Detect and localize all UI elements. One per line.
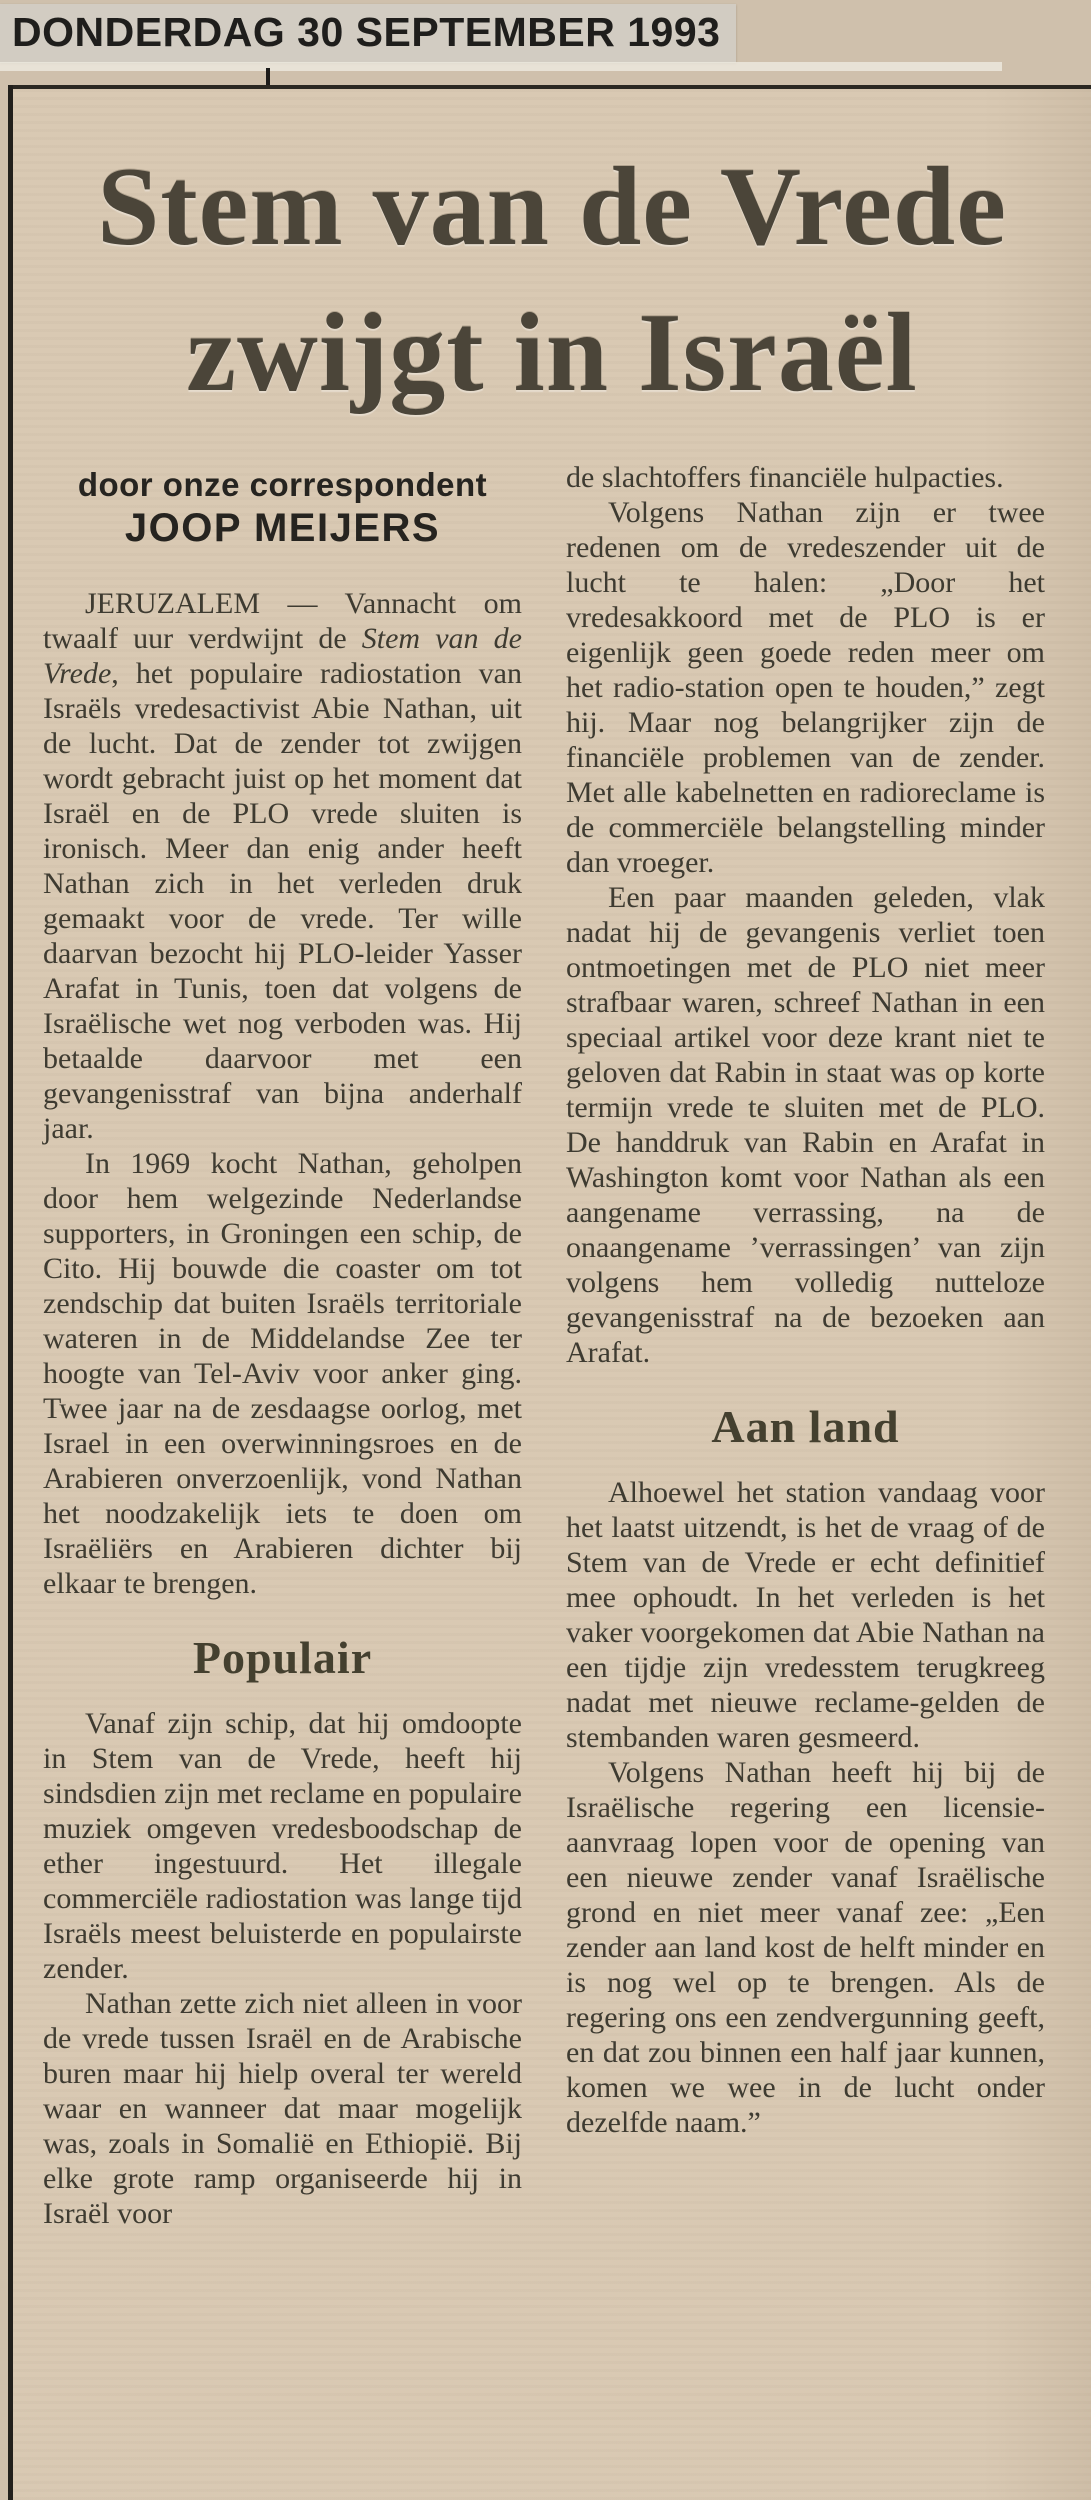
scan-highlight xyxy=(0,62,1002,71)
text-run: Een paar maanden geleden, vlak nadat hij de gevangenis verliet toen ontmoetingen met de PLO niet meer strafbaar waren, schreef Nathan in een speciaal artikel voor deze krant niet te geloven dat Rabin in staat was op korte termijn vrede te sluiten met de PLO. De handdruk van Rabin en Arafat in Washington komt voor Nathan als een aangename verrassing, na de onaangename ’verrassingen’ van zijn volgens hem volledig nutteloze gevangenisstraf na de bezoeken aan Arafat. xyxy=(566,881,1045,1370)
section-subhead: Populair xyxy=(192,1632,373,1684)
article-columns xyxy=(13,460,1091,2231)
article-paragraph xyxy=(566,460,1045,495)
italic-text-run: Stem van de Vrede xyxy=(43,622,522,691)
section-subhead: Aan land xyxy=(711,1401,900,1453)
article-paragraph xyxy=(566,1475,1045,1755)
headline xyxy=(23,135,1081,426)
text-run: JERUZALEM — Vannacht om twaalf uur verdwijnt de xyxy=(43,587,522,656)
article-paragraph xyxy=(43,1706,522,1986)
article-paragraph xyxy=(566,495,1045,880)
text-run: , het populaire radiostation van Israëls vredesactivist Abie Nathan, uit de lucht. Dat de zender tot zwijgen wordt gebracht juist op het moment dat Israël en de PLO vrede sluiten is ironisch. Meer dan enig ander heeft Nathan zich in het verleden druk gemaakt voor de vrede. Ter wille daarvan bezocht hij PLO-leider Yasser Arafat in Tunis, toen dat volgens de Israëlische wet nog verboden was. Hij betaalde daarvoor met een gevangenisstraf van bijna anderhalf jaar. xyxy=(43,657,522,1146)
column-left xyxy=(43,460,522,2231)
text-run: de slachtoffers financiële hulpacties. xyxy=(566,461,1004,495)
byline xyxy=(43,466,522,552)
text-run: Nathan zette zich niet alleen in voor de vrede tussen Israël en de Arabische buren maar hij hielp overal ter wereld waar en wanneer dat maar mogelijk was, zoals in Somalië en Ethiopië. Bij elke grote ramp organiseerde hij in Israël voor xyxy=(43,1986,522,2230)
article-paragraph xyxy=(43,586,522,1146)
article-paragraph xyxy=(43,1986,522,2231)
text-run: Vanaf zijn schip, dat hij omdoopte in Stem van de Vrede, heeft hij sindsdien zijn met reclame en populaire muziek omgeven vredesboodschap de ether ingestuurd. Het illegale commerciële radiostation was lange tijd Israëls meest beluisterde en populairste zender. xyxy=(43,1706,522,1985)
column-right xyxy=(566,460,1045,2231)
text-run: Volgens Nathan zijn er twee redenen om de vredeszender uit de lucht te halen: „Door het vredesakkoord met de PLO is er eigenlijk geen goede reden meer om het radio-station open te houden,” zegt hij. Maar nog belangrijker zijn de financiële problemen van de zender. Met alle kabelnetten en radioreclame is de commerciële belangstelling minder dan vroeger. xyxy=(566,496,1045,880)
article-clipping xyxy=(13,89,1091,2500)
text-run: In 1969 kocht Nathan, geholpen door hem welgezinde Nederlandse supporters, in Groningen een schip, de Cito. Hij bouwde die coaster om tot zendschip dat buiten Israëls territoriale wateren in de Middelandse Zee ter hoogte van Tel-Aviv voor anker ging. Twee jaar na de zesdaagse oorlog, met Israel in een overwinningsroes en de Arabieren onverzoenlijk, vond Nathan het noodzakelijk iets te doen om Israëliërs en Arabieren dichter bij elkaar te brengen. xyxy=(43,1147,522,1601)
article-paragraph xyxy=(566,880,1045,1370)
byline-role: door onze correspondent xyxy=(77,466,488,504)
date-header-strip xyxy=(0,4,736,63)
headline-line-1: Stem van de Vrede xyxy=(97,145,1007,269)
text-run: Alhoewel het station vandaag voor het laatst uitzendt, is het de vraag of de Stem van de Vrede er echt definitief mee ophoudt. In het verleden is het vaker voorgekomen dat Abie Nathan na een tijdje zijn vredesstem terugkreeg nadat met nieuwe reclame-gelden de stembanden waren gesmeerd. xyxy=(566,1475,1045,1754)
headline-line-2: zwijgt in Israël xyxy=(186,290,918,415)
byline-name: JOOP MEIJERS xyxy=(124,506,441,551)
article-paragraph xyxy=(566,1755,1045,2140)
article-paragraph xyxy=(43,1146,522,1601)
text-run: Volgens Nathan heeft hij bij de Israëlische regering een licensie-aanvraag lopen voor de opening van een nieuwe zender vanaf Israëlische grond en niet meer vanaf zee: „Een zender aan land kost de helft minder en is nog wel op te brengen. Als de regering ons een zendvergunning geeft, en dat zou binnen een half jaar kunnen, komen we wee in de lucht onder dezelfde naam.” xyxy=(566,1755,1045,2139)
date-header: DONDERDAG 30 SEPTEMBER 1993 xyxy=(12,9,721,55)
